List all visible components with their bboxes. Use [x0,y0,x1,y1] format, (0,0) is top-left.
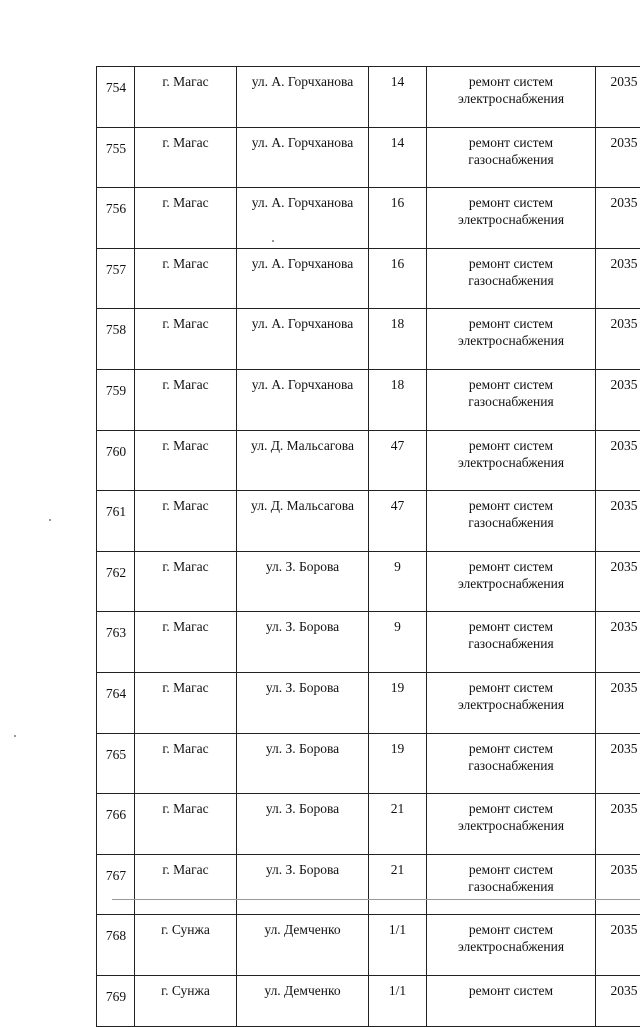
year-cell: 2035 [596,369,640,430]
row-number: 758 [97,309,135,370]
year-cell: 2035 [596,127,640,188]
work-type-cell: ремонт систем газоснабжения [427,491,596,552]
house-number-cell: 19 [369,733,427,794]
house-number-cell: 9 [369,612,427,673]
street-cell: ул. Д. Мальсагова [237,430,369,491]
city-cell: г. Магас [135,612,237,673]
year-cell: 2035 [596,67,640,128]
work-type-cell: ремонт систем газоснабжения [427,127,596,188]
year-cell: 2035 [596,430,640,491]
year-cell: 2035 [596,733,640,794]
street-cell: ул. Демченко [237,975,369,1026]
house-number-cell: 19 [369,672,427,733]
work-type-cell: ремонт систем электроснабжения [427,309,596,370]
city-cell: г. Магас [135,127,237,188]
table-row [97,854,640,915]
row-number: 766 [97,794,135,855]
work-type-cell: ремонт систем газоснабжения [427,248,596,309]
house-number-cell: 9 [369,551,427,612]
city-cell: г. Сунжа [135,975,237,1026]
scan-speck [49,519,51,521]
street-cell: ул. А. Горчханова [237,369,369,430]
table-row [97,672,640,733]
table-row [97,248,640,309]
work-type-cell: ремонт систем [427,975,596,1026]
street-cell: ул. Демченко [237,915,369,976]
house-number-cell: 18 [369,369,427,430]
table-row [97,309,640,370]
house-number-cell: 18 [369,309,427,370]
scan-speck [14,735,16,737]
street-cell: ул. З. Борова [237,733,369,794]
row-number: 755 [97,127,135,188]
house-number-cell: 1/1 [369,975,427,1026]
street-cell: ул. З. Борова [237,672,369,733]
table-row [97,491,640,552]
work-type-cell: ремонт систем электроснабжения [427,67,596,128]
city-cell: г. Магас [135,248,237,309]
table-row [97,794,640,855]
work-type-cell: ремонт систем газоснабжения [427,854,596,915]
year-cell: 2035 [596,248,640,309]
year-cell: 2035 [596,794,640,855]
work-type-cell: ремонт систем газоснабжения [427,612,596,673]
city-cell: г. Магас [135,794,237,855]
street-cell: ул. З. Борова [237,794,369,855]
repair-schedule-table [96,66,640,1027]
house-number-cell: 21 [369,854,427,915]
house-number-cell: 21 [369,794,427,855]
work-type-cell: ремонт систем электроснабжения [427,551,596,612]
page-bottom-rule [112,899,640,900]
row-number: 763 [97,612,135,673]
city-cell: г. Сунжа [135,915,237,976]
row-number: 760 [97,430,135,491]
table-row [97,430,640,491]
table-row [97,67,640,128]
row-number: 761 [97,491,135,552]
street-cell: ул. З. Борова [237,551,369,612]
table-row [97,127,640,188]
city-cell: г. Магас [135,733,237,794]
street-cell: ул. З. Борова [237,612,369,673]
row-number: 769 [97,975,135,1026]
city-cell: г. Магас [135,369,237,430]
row-number: 757 [97,248,135,309]
street-cell: ул. А. Горчханова [237,248,369,309]
house-number-cell: 16 [369,248,427,309]
work-type-cell: ремонт систем электроснабжения [427,430,596,491]
street-cell: ул. А. Горчханова [237,309,369,370]
row-number: 754 [97,67,135,128]
year-cell: 2035 [596,672,640,733]
city-cell: г. Магас [135,67,237,128]
year-cell: 2035 [596,188,640,249]
year-cell: 2035 [596,491,640,552]
scan-speck [272,240,274,242]
table-body [97,67,640,1027]
house-number-cell: 1/1 [369,915,427,976]
year-cell: 2035 [596,854,640,915]
row-number: 759 [97,369,135,430]
house-number-cell: 47 [369,491,427,552]
city-cell: г. Магас [135,551,237,612]
row-number: 765 [97,733,135,794]
table-row [97,551,640,612]
city-cell: г. Магас [135,188,237,249]
city-cell: г. Магас [135,491,237,552]
table-row [97,975,640,1026]
city-cell: г. Магас [135,430,237,491]
year-cell: 2035 [596,975,640,1026]
row-number: 768 [97,915,135,976]
house-number-cell: 47 [369,430,427,491]
street-cell: ул. А. Горчханова [237,188,369,249]
table-row [97,369,640,430]
work-type-cell: ремонт систем электроснабжения [427,915,596,976]
year-cell: 2035 [596,309,640,370]
row-number: 764 [97,672,135,733]
year-cell: 2035 [596,612,640,673]
city-cell: г. Магас [135,672,237,733]
city-cell: г. Магас [135,309,237,370]
street-cell: ул. З. Борова [237,854,369,915]
house-number-cell: 16 [369,188,427,249]
table-row [97,915,640,976]
year-cell: 2035 [596,915,640,976]
table-row [97,733,640,794]
city-cell: г. Магас [135,854,237,915]
work-type-cell: ремонт систем электроснабжения [427,794,596,855]
work-type-cell: ремонт систем электроснабжения [427,672,596,733]
work-type-cell: ремонт систем электроснабжения [427,188,596,249]
work-type-cell: ремонт систем газоснабжения [427,369,596,430]
year-cell: 2035 [596,551,640,612]
table-row [97,612,640,673]
row-number: 762 [97,551,135,612]
work-type-cell: ремонт систем газоснабжения [427,733,596,794]
street-cell: ул. Д. Мальсагова [237,491,369,552]
row-number: 767 [97,854,135,915]
table-row [97,188,640,249]
house-number-cell: 14 [369,67,427,128]
house-number-cell: 14 [369,127,427,188]
row-number: 756 [97,188,135,249]
street-cell: ул. А. Горчханова [237,127,369,188]
street-cell: ул. А. Горчханова [237,67,369,128]
